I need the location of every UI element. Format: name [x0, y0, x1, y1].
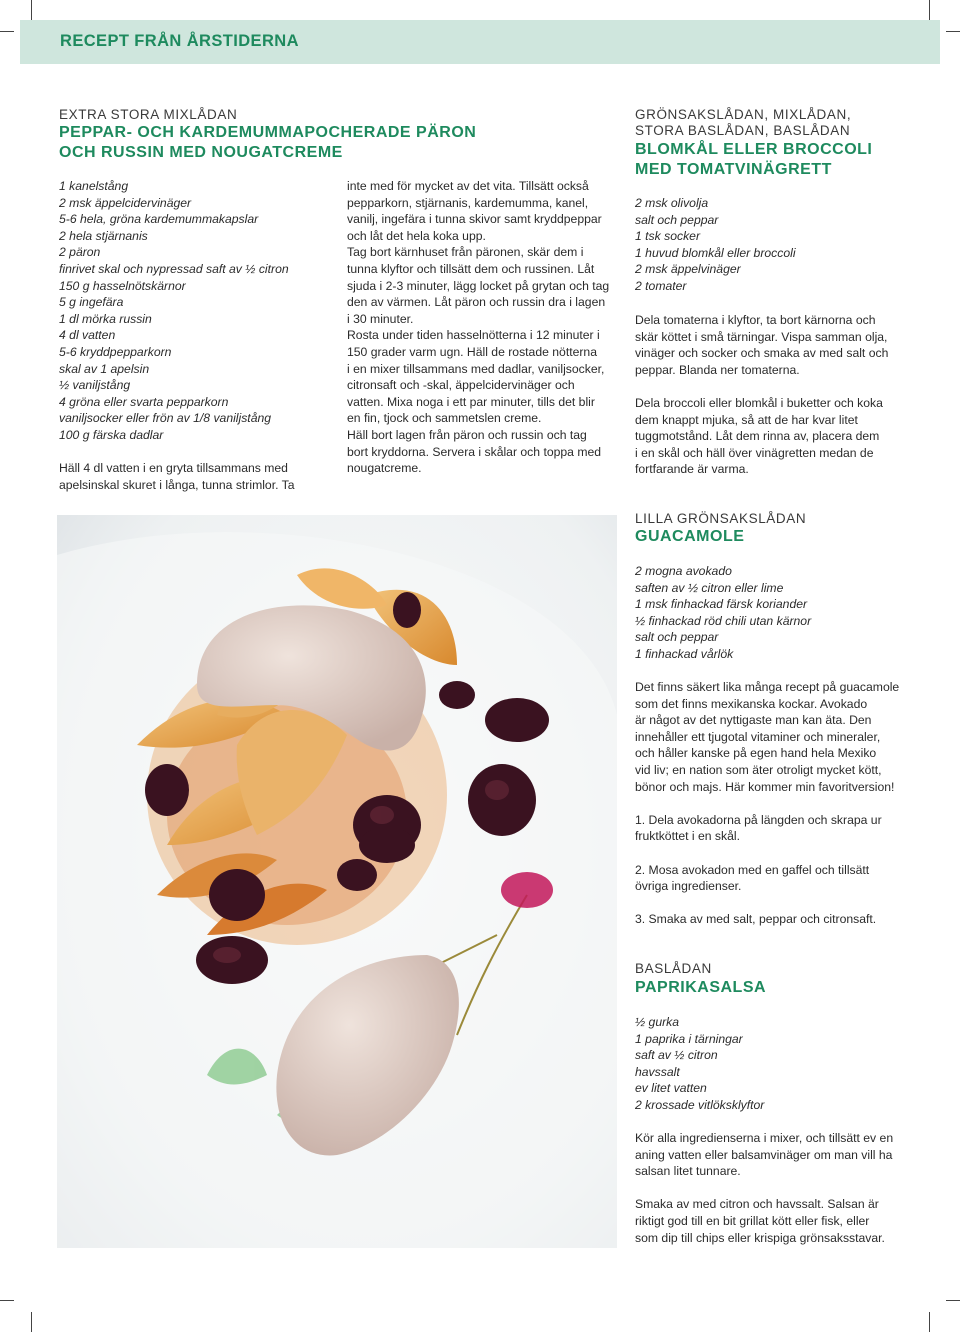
crop-mark — [929, 1312, 930, 1332]
text-line: inte med för mycket av det vita. Tillsätt också — [347, 179, 589, 193]
text-line: Smaka av med citron och havssalt. Salsan är — [635, 1197, 879, 1212]
ingredient: 4 gröna eller svarta pepparkorn — [59, 394, 229, 409]
text-line: 1. Dela avokadorna på längden och skrapa ur — [635, 812, 882, 827]
ingredient: 1 finhackad vårlök — [635, 646, 734, 661]
text-line: citronsaft och -skal, äppelcidervinäger och — [347, 378, 575, 393]
paragraph — [635, 312, 888, 378]
text-line: innehåller ett tjugotal vitaminer och mineraler, — [635, 729, 881, 744]
text-line: 150 grader varm ugn. Häll de rostade nötterna — [347, 344, 597, 359]
paragraph — [635, 862, 899, 895]
text-line: som dip till chips eller krispiga grönsaksstavar. — [635, 1230, 885, 1245]
text-line: fruktköttet i en skål. — [635, 829, 740, 844]
text-line: Kör alla ingredienserna i mixer, och tillsätt ev en — [635, 1131, 894, 1145]
text-line: vanilj, ingefära i tunna skivor samt kryddpeppar — [347, 212, 602, 227]
recipe1-title-line: OCH RUSSIN MED NOUGATCREME — [59, 144, 343, 161]
text-line: peppar. Blanda ner tomaterna. — [635, 362, 800, 377]
ingredient: 5-6 hela, gröna kardemummakapslar — [59, 212, 259, 227]
text-line: pepparkorn, stjärnanis, kardemumma, kanel, — [347, 195, 589, 210]
recipe1-kicker: EXTRA STORA MIXLÅDAN — [59, 107, 238, 122]
ingredient: saften av ½ citron eller lime — [635, 580, 784, 595]
text-line: Dela broccoli eller blomkål i buketter och koka — [635, 395, 883, 410]
recipe2-title-line: MED TOMATVINÄGRETT — [635, 161, 832, 178]
text-line: tunna klyftor och tillsätt dem och russinen. Låt — [347, 261, 595, 276]
ingredient: vaniljsocker eller frön av 1/8 vaniljstång — [59, 411, 272, 426]
ingredient: 2 hela stjärnanis — [59, 228, 148, 243]
banner-title: RECEPT FRÅN ÅRSTIDERNA — [60, 32, 299, 50]
recipe4-title: PAPRIKASALSA — [635, 979, 767, 996]
ingredient: 1 huvud blomkål eller broccoli — [635, 245, 796, 260]
recipe2-instructions — [635, 312, 888, 495]
text-line: apelsinskal skuret i långa, tunna strimlor. Ta — [59, 477, 295, 492]
ingredient: 2 krossade vitlöksklyftor — [635, 1097, 765, 1112]
crop-mark — [946, 1300, 960, 1301]
text-line: dem knappt mjuka, så att de har kvar litet — [635, 412, 858, 427]
recipe2-kicker-line: GRÖNSAKSLÅDAN, MIXLÅDAN, — [635, 107, 852, 122]
text-line: Det finns säkert lika många recept på guacamole — [635, 680, 900, 694]
text-line: salsan litet tunnare. — [635, 1164, 741, 1179]
text-line: i en skål och häll över vinägretten medan de — [635, 445, 874, 460]
ingredient: saft av ½ citron — [635, 1048, 718, 1063]
crop-mark — [0, 31, 14, 32]
recipe2-title — [635, 140, 872, 180]
text-line: 3. Smaka av med salt, peppar och citronsaft. — [635, 912, 877, 927]
recipe3-title: GUACAMOLE — [635, 528, 745, 545]
ingredient: 2 päron — [59, 245, 101, 260]
ingredient: finrivet skal och nypressad saft av ½ citron — [59, 261, 289, 276]
text-line: bönor och majs. Här kommer min favoritversion! — [635, 779, 895, 794]
ingredient: 1 dl mörka russin — [59, 311, 152, 326]
text-line: övriga ingredienser. — [635, 879, 742, 894]
ingredient: skal av 1 apelsin — [59, 361, 150, 376]
ingredient: salt och peppar — [635, 630, 719, 645]
paragraph — [635, 911, 899, 928]
recipe3-instructions — [635, 679, 899, 945]
text-line: är något av det nyttigaste man kan äta. Den — [635, 713, 872, 728]
ingredient: 2 msk äppelcidervinäger — [59, 195, 192, 210]
recipe4-kicker: BASLÅDAN — [635, 961, 712, 976]
ingredient: 2 msk olivolja — [635, 196, 709, 210]
ingredient: salt och peppar — [635, 212, 719, 227]
ingredient: ½ finhackad röd chili utan kärnor — [635, 613, 812, 628]
ingredient: 1 paprika i tärningar — [635, 1031, 743, 1046]
text-line: Häll bort lagen från päron och russin och tag — [347, 427, 587, 442]
paragraph — [635, 812, 899, 845]
ingredient: ½ vaniljstång — [59, 378, 131, 393]
paragraph — [635, 1196, 893, 1246]
text-line: riktigt god till en bit grillat kött eller fisk, eller — [635, 1213, 870, 1228]
ingredient: 5 g ingefära — [59, 295, 124, 310]
dessert-photo — [57, 515, 617, 1248]
text-line: fortfarande är varma. — [635, 462, 749, 477]
crop-mark — [0, 1300, 14, 1301]
text-line: vinäger och socker och smaka av med salt och — [635, 346, 889, 361]
text-line: tuggmotstånd. Låt dem rinna av, placera dem — [635, 429, 880, 444]
ingredient: 5-6 kryddpepparkorn — [59, 344, 172, 359]
ingredient: ev litet vatten — [635, 1081, 707, 1096]
text-line: i en mixer tillsammans med dadlar, vaniljsocker, — [347, 361, 605, 376]
ingredient: 2 msk äppelvinäger — [635, 262, 741, 277]
text-line: som det finns mexikanska kockar. Avokado — [635, 696, 868, 711]
text-line: 2. Mosa avokadon med en gaffel och tillsätt — [635, 862, 870, 877]
recipe1-instructions-col1 — [59, 460, 295, 493]
text-line: sjuda i 2-3 minuter, lägg locket på grytan och tag — [347, 278, 610, 293]
header-banner — [20, 20, 940, 64]
crop-mark — [929, 0, 930, 20]
crop-mark — [946, 31, 960, 32]
paragraph — [635, 395, 888, 478]
text-line: Rosta under tiden hasselnötterna i 12 minuter i — [347, 328, 600, 343]
text-line: aning vatten eller balsamvinäger om man vill ha — [635, 1147, 893, 1162]
ingredient: 1 msk finhackad färsk koriander — [635, 597, 808, 612]
ingredient: 1 tsk socker — [635, 229, 701, 244]
recipe4-ingredient-list — [635, 1014, 764, 1114]
recipe1-instructions-col2 — [347, 178, 609, 477]
ingredient: 2 mogna avokado — [635, 564, 732, 578]
ingredient: 150 g hasselnötskärnor — [59, 278, 186, 293]
dessert-photo-illustration — [57, 515, 617, 1248]
paragraph — [635, 1130, 893, 1180]
ingredient: ½ gurka — [635, 1015, 680, 1029]
text-line: Dela tomaterna i klyftor, ta bort kärnorna och — [635, 313, 876, 327]
text-line: en fin, tjock och sammetslen creme. — [347, 411, 542, 426]
ingredient: 4 dl vatten — [59, 328, 116, 343]
text-line: och håller kanske på egen hand hela Mexiko — [635, 746, 877, 761]
recipe4-instructions — [635, 1130, 893, 1263]
recipe2-kicker — [635, 107, 851, 139]
text-line: i 30 minuter. — [347, 311, 414, 326]
recipe3-kicker: LILLA GRÖNSAKSLÅDAN — [635, 511, 807, 526]
text-line: nougatcreme. — [347, 461, 422, 476]
crop-mark — [31, 0, 32, 20]
recipe2-kicker-line: STORA BASLÅDAN, BASLÅDAN — [635, 123, 851, 138]
ingredient: 100 g färska dadlar — [59, 427, 164, 442]
recipe1-title-line: PEPPAR- OCH KARDEMUMMAPOCHERADE PÄRON — [59, 124, 477, 141]
text-line: den av värmen. Låt päron och russin dra i lagen — [347, 295, 606, 310]
text-line: Tag bort kärnhuset från päronen, skär dem i — [347, 245, 584, 260]
recipe2-ingredient-list — [635, 195, 796, 295]
recipe3-ingredient-list — [635, 563, 811, 663]
ingredient: 2 tomater — [635, 278, 687, 293]
text-line: och låt det hela koka upp. — [347, 228, 486, 243]
crop-mark — [31, 1312, 32, 1332]
recipe2-title-line: BLOMKÅL ELLER BROCCOLI — [635, 141, 873, 158]
text-line: vatten. Mixa noga i ett par minuter, tills det blir — [347, 394, 595, 409]
paragraph — [635, 679, 899, 795]
text-line: vid liv; en nation som äter otroligt mycket kött, — [635, 762, 882, 777]
text-line: skär köttet i små tärningar. Vispa samman olja, — [635, 329, 888, 344]
ingredient: havssalt — [635, 1064, 680, 1079]
recipe1-title — [59, 123, 476, 163]
text-line: Häll 4 dl vatten i en gryta tillsammans med — [59, 461, 288, 475]
ingredient: 1 kanelstång — [59, 179, 129, 193]
text-line: bort kryddorna. Servera i skålar och toppa med — [347, 444, 602, 459]
recipe1-ingredient-list — [59, 178, 289, 444]
